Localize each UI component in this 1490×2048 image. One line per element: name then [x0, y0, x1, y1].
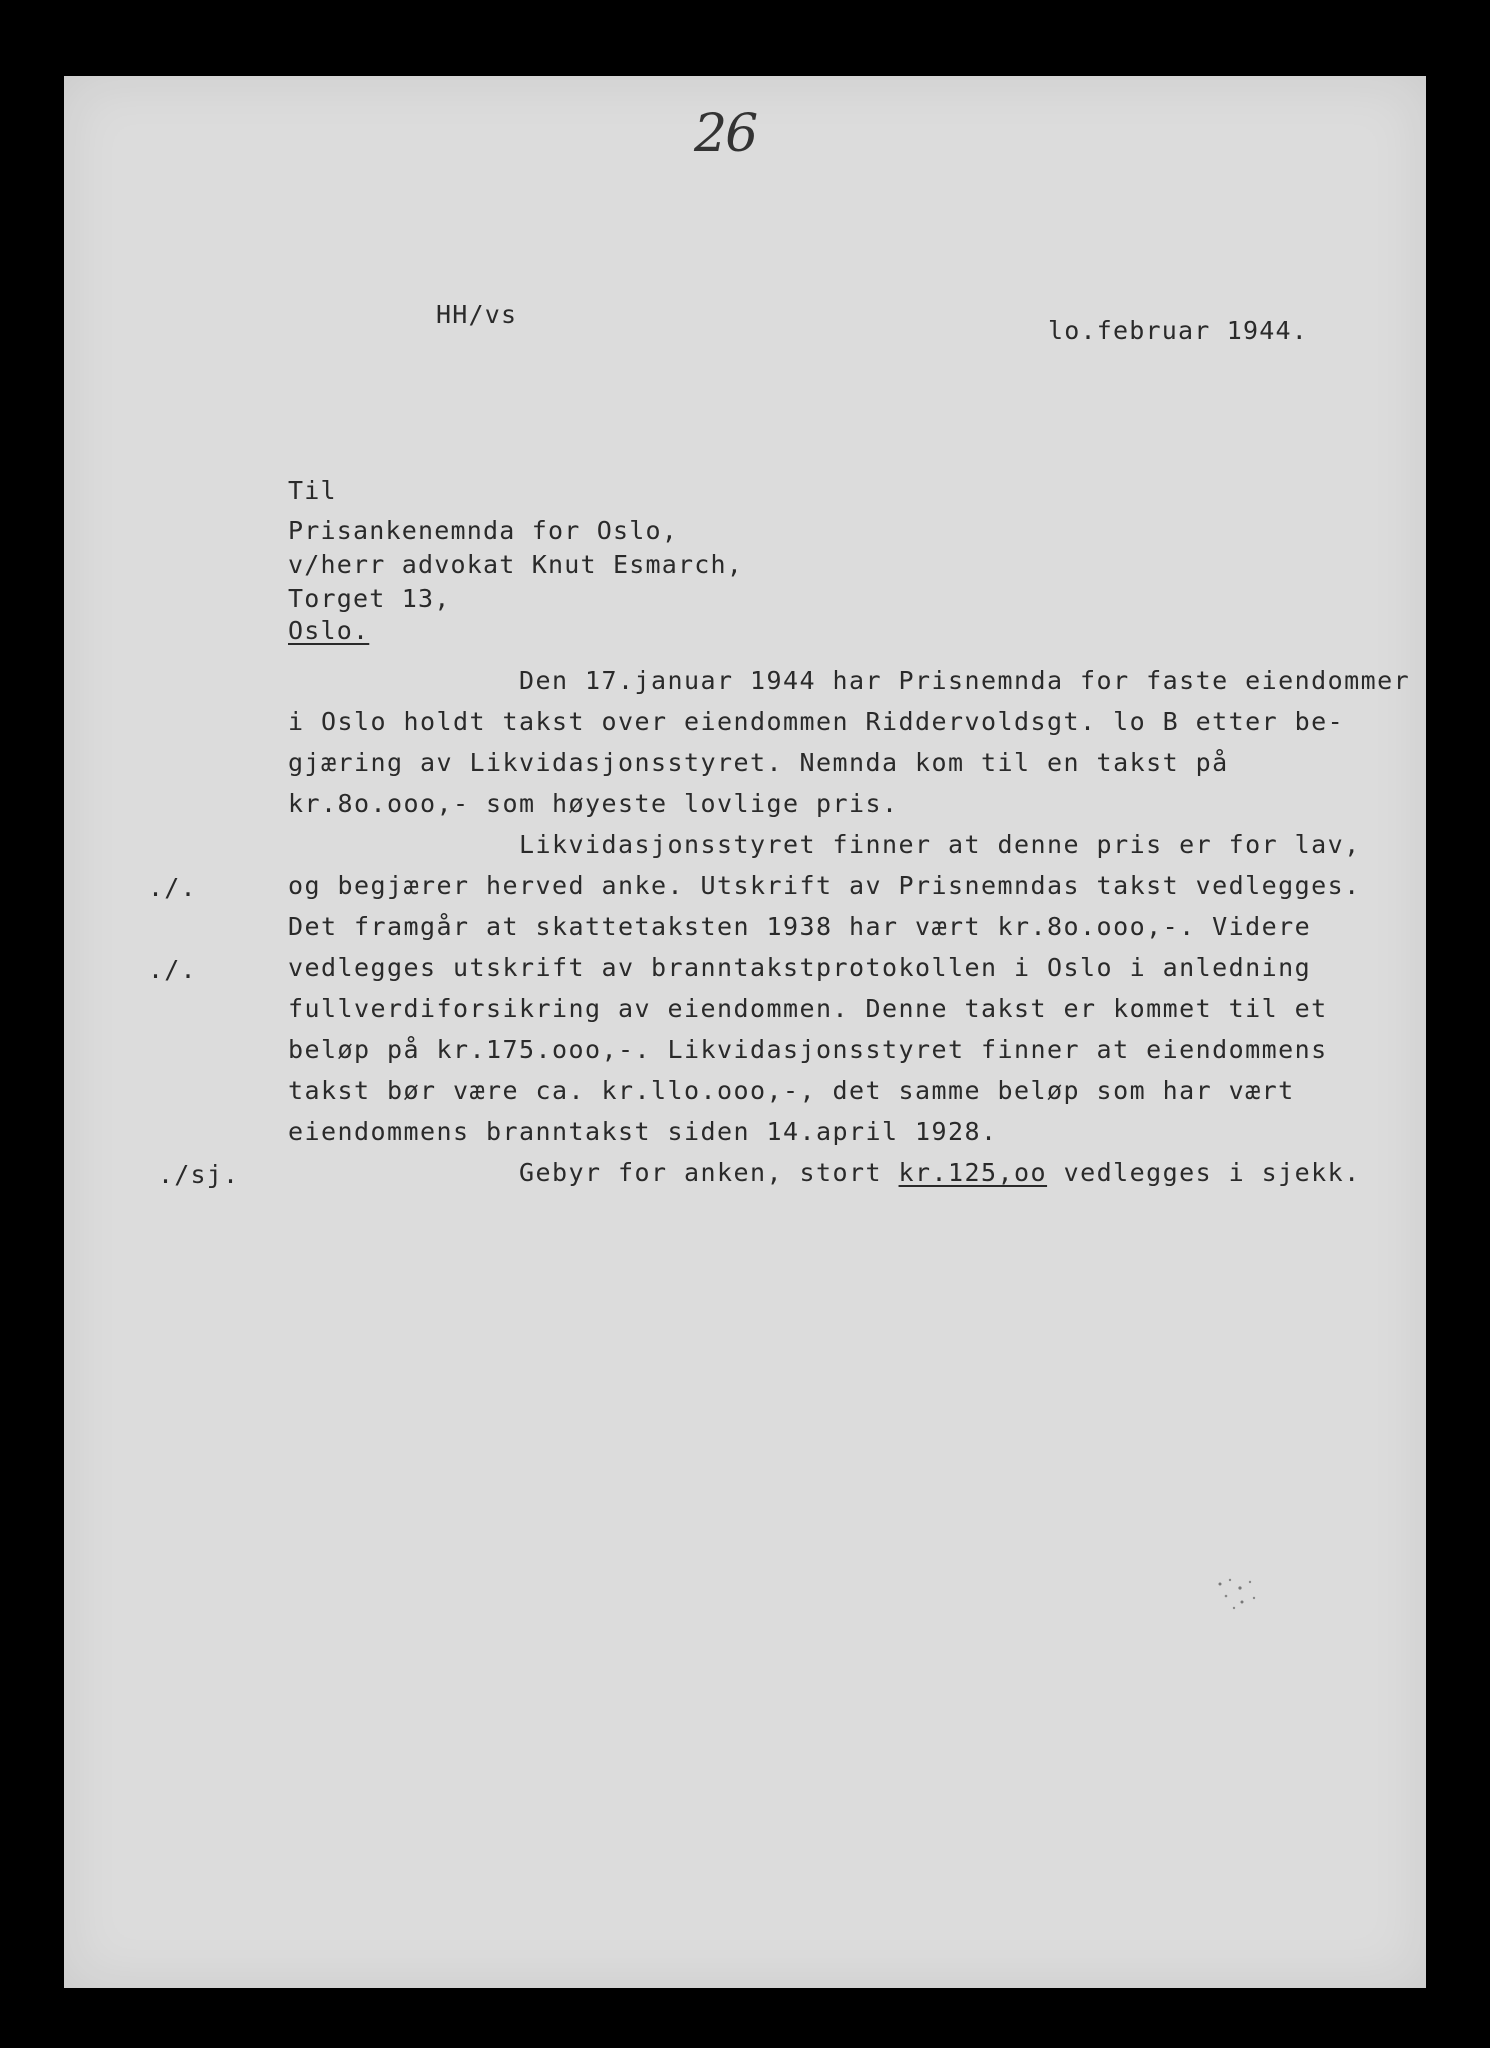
- reference-code: HH/vs: [436, 300, 518, 329]
- page-number-handwritten: 26: [694, 104, 757, 164]
- body-line: Det framgår at skattetaksten 1938 har vært kr.8o.ooo,-. Videre: [288, 912, 1312, 941]
- body-line: Den 17.januar 1944 har Prisnemnda for faste eiendommer: [288, 666, 1411, 695]
- fee-amount: kr.125,oo: [898, 1158, 1048, 1187]
- recipient-line: Prisankenemnda for Oslo,: [288, 516, 679, 545]
- body-line: og begjærer herved anke. Utskrift av Prisnemndas takst vedlegges.: [288, 871, 1361, 900]
- recipient-line: Torget 13,: [288, 584, 451, 613]
- enclosure-mark: ./.: [148, 873, 197, 902]
- body-line: fullverdiforsikring av eiendommen. Denne takst er kommet til et: [288, 994, 1328, 1023]
- recipient-city: Oslo.: [288, 616, 370, 645]
- body-line-fee: [288, 1160, 1361, 1185]
- fee-prefix: Gebyr for anken, stort: [288, 1158, 899, 1187]
- body-line: eiendommens branntakst siden 14.april 1928.: [288, 1117, 998, 1146]
- recipient-line: v/herr advokat Knut Esmarch,: [288, 550, 744, 579]
- body-line: i Oslo holdt takst over eiendommen Riddervoldsgt. lo B etter be-: [288, 707, 1345, 736]
- body-line: beløp på kr.175.ooo,-. Likvidasjonsstyret finner at eiendommens: [288, 1035, 1328, 1064]
- body-line: gjæring av Likvidasjonsstyret. Nemnda kom til en takst på: [288, 748, 1229, 777]
- enclosure-mark-cheque: ./sj.: [158, 1160, 240, 1189]
- body-line: takst bør være ca. kr.llo.ooo,-, det samme beløp som har vært: [288, 1076, 1295, 1105]
- body-line: vedlegges utskrift av branntakstprotokollen i Oslo i anledning: [288, 953, 1312, 982]
- body-line: Likvidasjonsstyret finner at denne pris er for lav,: [288, 830, 1361, 859]
- body-line: kr.8o.ooo,- som høyeste lovlige pris.: [288, 789, 899, 818]
- fee-suffix: vedlegges i sjekk.: [1047, 1158, 1361, 1187]
- document-sheet: [64, 76, 1426, 1988]
- salutation: Til: [288, 476, 337, 505]
- letter-date: lo.februar 1944.: [1048, 316, 1309, 345]
- enclosure-mark: ./.: [148, 955, 197, 984]
- faint-stamp-marks: [1212, 1574, 1262, 1614]
